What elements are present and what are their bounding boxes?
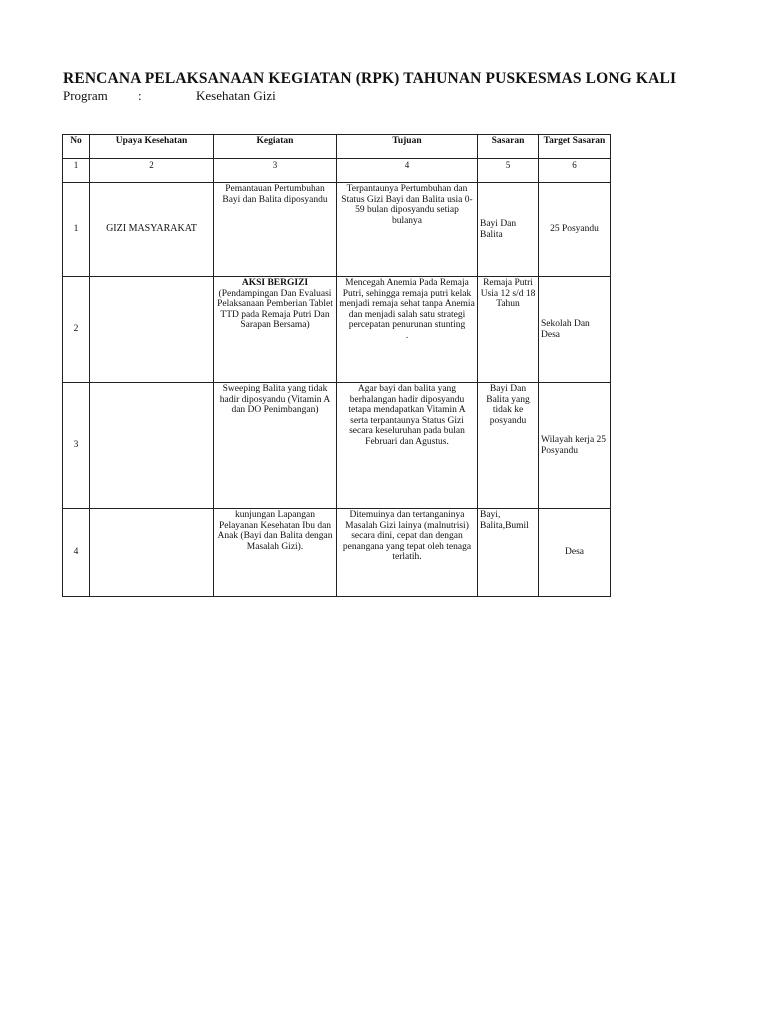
program-value: Kesehatan Gizi — [196, 88, 276, 103]
row-sasaran: Remaja Putri Usia 12 s/d 18 Tahun — [478, 277, 539, 383]
table-row — [63, 183, 611, 277]
row-kegiatan: Pemantauan Pertumbuhan Bayi dan Balita diposyandu — [214, 183, 337, 277]
table-header-row — [63, 135, 611, 159]
document-title-container — [63, 68, 677, 90]
row-sasaran: Bayi Dan Balita yang tidak ke posyandu — [478, 383, 539, 509]
row-kegiatan-title: AKSI BERGIZI — [241, 278, 309, 288]
program-label: Program — [63, 88, 108, 103]
row-tujuan: Terpantaunya Pertumbuhan dan Status Gizi Bayi dan Balita usia 0-59 bulan diposyandu setiap bulanya — [337, 183, 478, 277]
row-tujuan: Ditemuinya dan tertanganinya Masalah Gizi lainya (malnutrisi) secara dini, cepat dan dengan penangana yang tepat oleh tenaga terlatih. — [337, 509, 478, 597]
header-kegiatan: Kegiatan — [214, 135, 337, 159]
column-number: 4 — [337, 159, 478, 183]
row-number: 4 — [63, 509, 90, 597]
header-upaya-kesehatan: Upaya Kesehatan — [90, 135, 214, 159]
row-kegiatan — [214, 277, 337, 383]
column-number: 2 — [90, 159, 214, 183]
row-target: Desa — [539, 509, 611, 597]
row-tujuan: Agar bayi dan balita yang berhalangan hadir diposyandu tetapa mendapatkan Vitamin A serta terpantaunya Status Gizi secara keseluruhan pada bulan Februari dan Agustus. — [337, 383, 478, 509]
column-number-row — [63, 159, 611, 183]
row-number: 2 — [63, 277, 90, 383]
header-no: No — [63, 135, 90, 159]
column-number: 5 — [478, 159, 539, 183]
row-kegiatan: Sweeping Balita yang tidak hadir diposyandu (Vitamin A dan DO Penimbangan) — [214, 383, 337, 509]
column-number: 1 — [63, 159, 90, 183]
header-target-sasaran: Target Sasaran — [539, 135, 611, 159]
program-separator: : — [138, 88, 142, 103]
row-target: Sekolah Dan Desa — [539, 277, 611, 383]
row-tujuan-text: Mencegah Anemia Pada Remaja Putri, sehingga remaja putri kelak menjadi remaja sehat tanpa Anemia dan menjadi salah satu strategi percepatan penurunan stunting — [339, 278, 475, 330]
table-row — [63, 383, 611, 509]
row-target: 25 Posyandu — [539, 183, 611, 277]
column-number: 6 — [539, 159, 611, 183]
rpk-table — [62, 134, 611, 597]
header-sasaran: Sasaran — [478, 135, 539, 159]
table-row — [63, 509, 611, 597]
row-kegiatan-detail: (Pendampingan Dan Evaluasi Pelaksanaan Pemberian Tablet TTD pada Remaja Putri Dan Sarapan Bersama) — [217, 288, 333, 330]
document-title: RENCANA PELAKSANAAN KEGIATAN (RPK) TAHUNAN PUSKESMAS LONG KALI — [63, 70, 677, 87]
row-upaya: GIZI MASYARAKAT — [90, 183, 214, 277]
row-tujuan-tail: . — [405, 330, 409, 341]
row-kegiatan: kunjungan Lapangan Pelayanan Kesehatan Ibu dan Anak (Bayi dan Balita dengan Masalah Gizi). — [214, 509, 337, 597]
row-upaya — [90, 383, 214, 509]
table-row — [63, 277, 611, 383]
row-number: 1 — [63, 183, 90, 277]
row-sasaran: Bayi, Balita,Bumil — [478, 509, 539, 597]
row-tujuan — [337, 277, 478, 383]
row-target: Wilayah kerja 25 Posyandu — [539, 383, 611, 509]
row-upaya — [90, 509, 214, 597]
row-upaya — [90, 277, 214, 383]
header-tujuan: Tujuan — [337, 135, 478, 159]
row-number: 3 — [63, 383, 90, 509]
row-sasaran: Bayi Dan Balita — [478, 183, 539, 277]
column-number: 3 — [214, 159, 337, 183]
